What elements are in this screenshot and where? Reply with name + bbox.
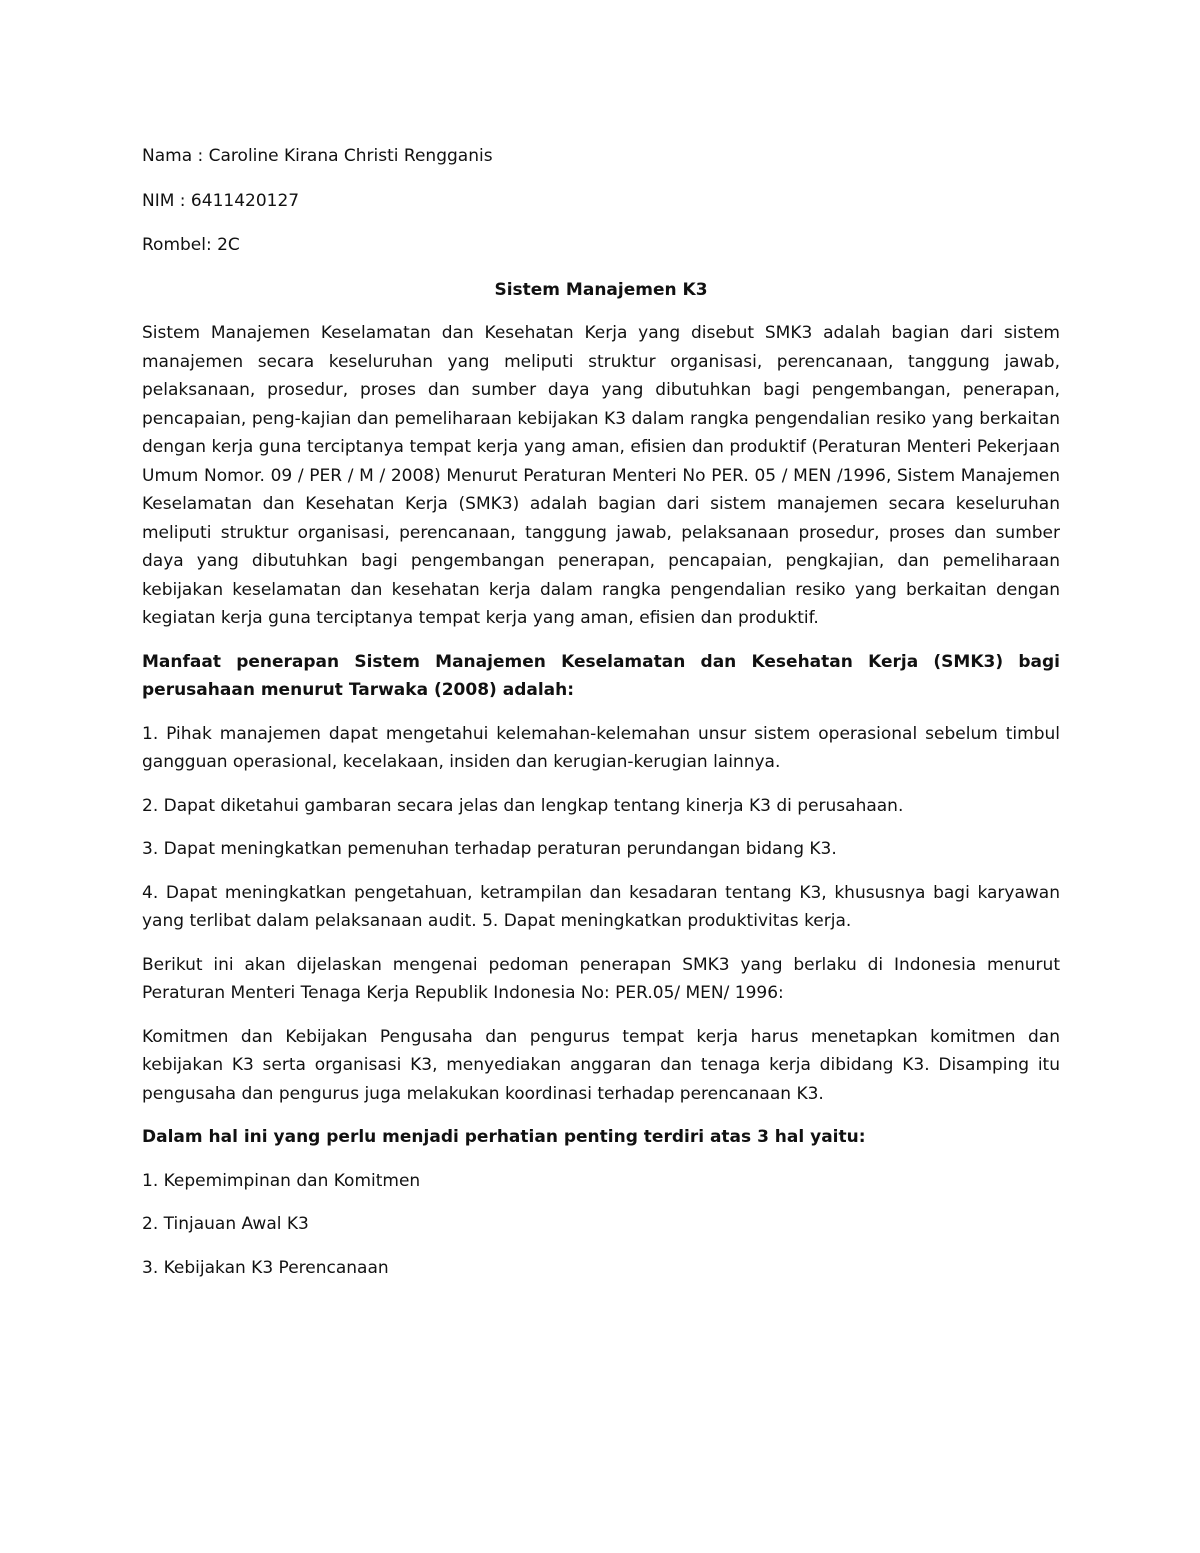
document-title: Sistem Manajemen K3 xyxy=(494,279,708,300)
perhatian-item-3: 3. Kebijakan K3 Perencanaan xyxy=(142,1257,389,1278)
manfaat-heading: Manfaat penerapan Sistem Manajemen Keselamatan dan Kesehatan Kerja (SMK3) bagi perusahaan menurut Tarwaka (2008) adalah: xyxy=(142,651,1060,700)
student-name: Nama : Caroline Kirana Christi Rengganis xyxy=(142,146,493,166)
intro-paragraph: Sistem Manajemen Keselamatan dan Kesehatan Kerja yang disebut SMK3 adalah bagian dari sistem manajemen secara keseluruhan yang meliputi struktur organisasi, perencanaan, tanggung jawab, pelaksanaan, prosedur, proses dan sumber daya yang dibutuhkan bagi pengembangan, penerapan, pencapaian, peng-kajian dan pemeliharaan kebijakan K3 dalam rangka pengendalian resiko yang berkaitan dengan kerja guna terciptanya tempat kerja yang aman, efisien dan produktif (Peraturan Menteri Pekerjaan Umum Nomor. 09 / PER / M / 2008) Menurut Peraturan Menteri No PER. 05 / MEN /1996, Sistem Manajemen Keselamatan dan Kesehatan Kerja (SMK3) adalah bagian dari sistem manajemen secara keseluruhan meliputi struktur organisasi, perencanaan, tanggung jawab, pelaksanaan prosedur, proses dan sumber daya yang dibutuhkan bagi pengembangan penerapan, pencapaian, pengkajian, dan pemeliharaan kebijakan keselamatan dan kesehatan kerja dalam rangka pengendalian resiko yang berkaitan dengan kegiatan kerja guna terciptanya tempat kerja yang aman, efisien dan produktif. xyxy=(142,323,1060,628)
perhatian-item-2: 2. Tinjauan Awal K3 xyxy=(142,1214,309,1234)
student-rombel: Rombel: 2C xyxy=(142,235,240,255)
document-content xyxy=(142,142,1060,1297)
manfaat-item-3: 3. Dapat meningkatkan pemenuhan terhadap peraturan perundangan bidang K3. xyxy=(142,839,837,859)
perhatian-item-1: 1. Kepemimpinan dan Komitmen xyxy=(142,1170,421,1191)
manfaat-item-2: 2. Dapat diketahui gambaran secara jelas dan lengkap tentang kinerja K3 di perusahaan. xyxy=(142,795,904,816)
komitmen-paragraph: Komitmen dan Kebijakan Pengusaha dan pengurus tempat kerja harus menetapkan komitmen dan kebijakan K3 serta organisasi K3, menyediakan anggaran dan tenaga kerja dibidang K3. Disamping itu pengusaha dan pengurus juga melakukan koordinasi terhadap perencanaan K3. xyxy=(142,1026,1060,1104)
perhatian-heading: Dalam hal ini yang perlu menjadi perhatian penting terdiri atas 3 hal yaitu: xyxy=(142,1127,866,1147)
manfaat-item-1: 1. Pihak manajemen dapat mengetahui kelemahan-kelemahan unsur sistem operasional sebelum timbul gangguan operasional, kecelakaan, insiden dan kerugian-kerugian lainnya. xyxy=(142,723,1060,772)
manfaat-item-4: 4. Dapat meningkatkan pengetahuan, ketrampilan dan kesadaran tentang K3, khususnya bagi karyawan yang terlibat dalam pelaksanaan audit. 5. Dapat meningkatkan produktivitas kerja. xyxy=(142,882,1060,931)
student-nim: NIM : 6411420127 xyxy=(142,190,300,211)
pedoman-paragraph: Berikut ini akan dijelaskan mengenai pedoman penerapan SMK3 yang berlaku di Indonesia menurut Peraturan Menteri Tenaga Kerja Republik Indonesia No: PER.05/ MEN/ 1996: xyxy=(142,954,1060,1003)
